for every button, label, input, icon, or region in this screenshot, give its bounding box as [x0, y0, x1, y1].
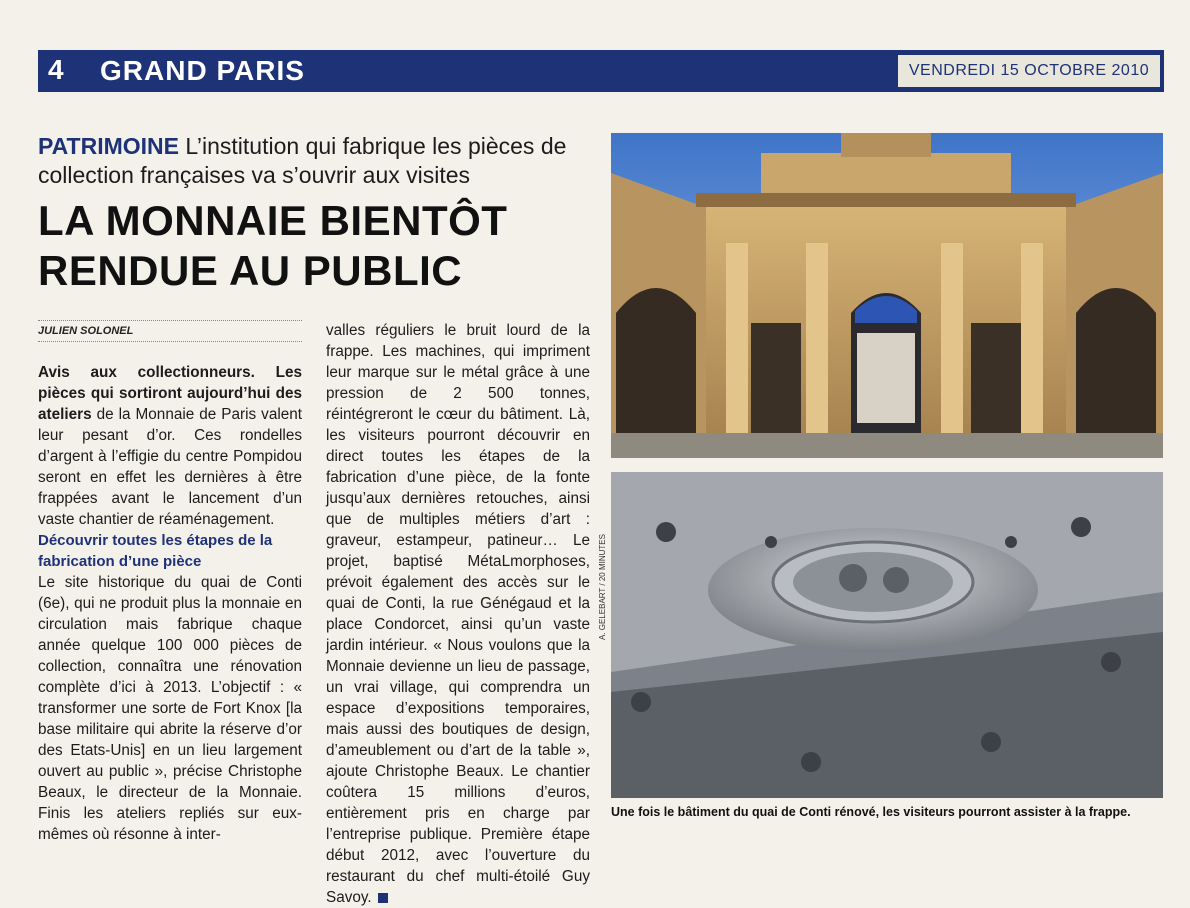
byline: JULIEN SOLONEL — [38, 320, 302, 342]
article-column-1 — [38, 362, 302, 845]
photo-caption: Une fois le bâtiment du quai de Conti rénové, les visiteurs pourront assister à la frappe. — [611, 805, 1131, 819]
coin-press-photo — [611, 472, 1163, 798]
end-mark-icon — [378, 893, 388, 903]
section-header — [38, 50, 1164, 92]
issue-date: VENDREDI 15 OCTOBRE 2010 — [898, 55, 1160, 87]
photo-credit: A. GELEBART / 20 MINUTES — [598, 534, 607, 640]
subheading: Découvrir toutes les étapes de la fabrication d’une pièce — [38, 532, 273, 570]
article-column-2 — [326, 320, 590, 908]
building-illustration — [611, 133, 1163, 458]
headline-line-1: LA MONNAIE BIENTÔT — [38, 197, 508, 244]
kicker-text: L’institution qui fabrique les pièces de collection françaises va s’ouvrir aux visites — [38, 133, 567, 188]
coin-press-illustration — [611, 472, 1163, 798]
page-number: 4 — [48, 54, 64, 85]
intro-paragraph — [38, 362, 302, 530]
kicker — [38, 132, 608, 190]
body-paragraph-2 — [326, 320, 590, 908]
headline — [38, 196, 613, 296]
lead-text: Avis aux collectionneurs. Les pièces qui sortiront aujourd’hui des ateliers — [38, 364, 302, 423]
intro-text: de la Monnaie de Paris valent leur pesant d’or. Ces rondelles d’argent à l’effigie du centre Pompidou seront en effet les dernières à être frappées avant le lancement d’un vaste chantier de réaménagement. — [38, 406, 302, 528]
headline-line-2: RENDUE AU PUBLIC — [38, 247, 463, 294]
body-text-2: valles réguliers le bruit lourd de la frappe. Les machines, qui impriment leur marque sur le métal grâce à une pression de 2 500 tonnes, réintégreront le cœur du bâtiment. Là, les visiteurs pourront découvrir en direct toutes les étapes de la fabrication d’une pièce, de la fonte jusqu’aux dernières retouches, ainsi que de multiples métiers d’art : graveur, estampeur, patineur… Le projet, baptisé MétaLmorphoses, prévoit également des accès sur le quai de Conti, la rue Génégaud et la place Condorcet, ainsi qu’un vaste jardin intérieur. « Nous voulons que la Monnaie devienne un lieu de passage, un vrai village, qui comprendra un espace d’expositions temporaires, mais aussi des boutiques de design, d’ameublement ou d’art de la table », ajoute Christophe Beaux. Le chantier coûtera 15 millions d’euros, entièrement pris en charge par l’entreprise publique. Première étape début 2012, avec l’ouverture du restaurant du chef multi-étoilé Guy Savoy. — [326, 322, 590, 906]
section-name: GRAND PARIS — [100, 55, 305, 86]
building-photo — [611, 133, 1163, 458]
kicker-label: PATRIMOINE — [38, 133, 179, 159]
body-paragraph-1: Le site historique du quai de Conti (6e), qui ne produit plus la monnaie en circulation mais fabrique chaque année quelque 100 000 pièces de collection, connaîtra une rénovation complète d’ici à 2013. L’objectif : « transformer une sorte de Fort Knox [la base militaire qui abrite la réserve d’or des Etats-Unis] en un lieu largement ouvert au public », précise Christophe Beaux, le directeur de la Monnaie. Finis les ateliers repliés sur eux-mêmes où résonne à inter- — [38, 574, 302, 843]
